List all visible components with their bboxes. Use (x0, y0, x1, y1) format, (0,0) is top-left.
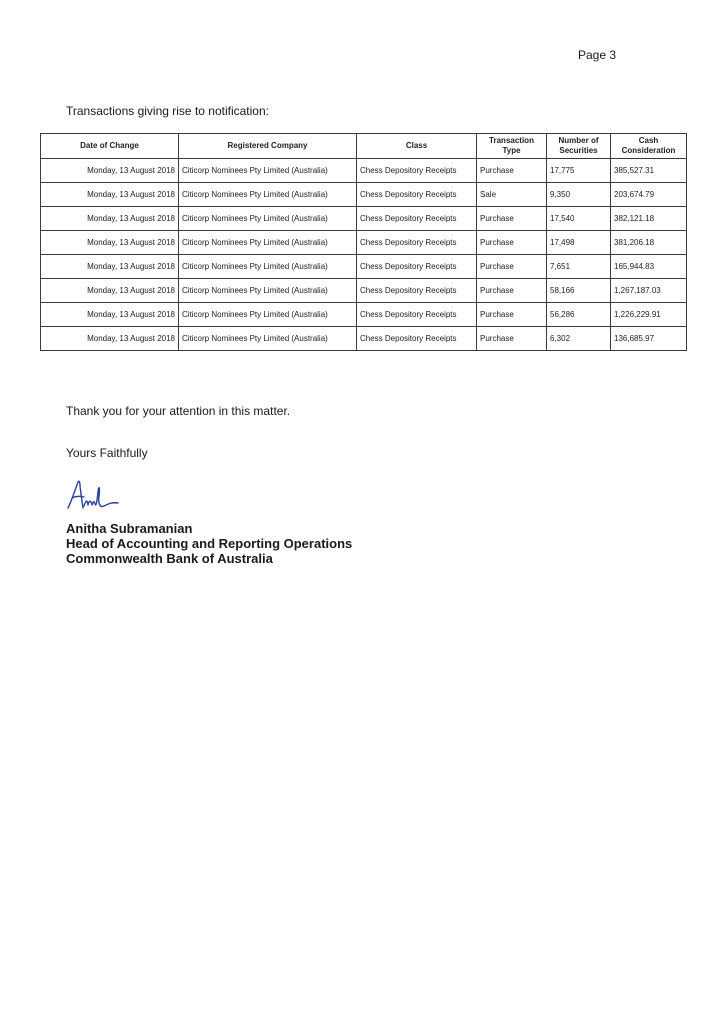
cell-date: Monday, 13 August 2018 (41, 207, 179, 231)
header-registered-company: Registered Company (179, 134, 357, 159)
cell-class: Chess Depository Receipts (357, 279, 477, 303)
thanks-text: Thank you for your attention in this matter. (66, 404, 291, 418)
closing-text: Yours Faithfully (66, 446, 148, 460)
cell-type: Purchase (477, 231, 547, 255)
table-row (41, 303, 687, 327)
signatory-name: Anitha Subramanian (66, 521, 193, 536)
cell-company: Citicorp Nominees Pty Limited (Australia) (179, 279, 357, 303)
cell-date: Monday, 13 August 2018 (41, 255, 179, 279)
cell-company: Citicorp Nominees Pty Limited (Australia) (179, 255, 357, 279)
cell-class: Chess Depository Receipts (357, 159, 477, 183)
cell-type: Purchase (477, 327, 547, 351)
signatory-organisation: Commonwealth Bank of Australia (66, 551, 273, 566)
cell-cash: 385,527.31 (611, 159, 687, 183)
header-cash-consideration: Cash Consideration (611, 134, 687, 159)
cell-date: Monday, 13 August 2018 (41, 159, 179, 183)
intro-text: Transactions giving rise to notification: (66, 104, 269, 118)
cell-class: Chess Depository Receipts (357, 207, 477, 231)
cell-securities: 17,498 (547, 231, 611, 255)
header-class: Class (357, 134, 477, 159)
table-row (41, 279, 687, 303)
cell-securities: 56,286 (547, 303, 611, 327)
cell-company: Citicorp Nominees Pty Limited (Australia) (179, 303, 357, 327)
cell-type: Purchase (477, 159, 547, 183)
table-row (41, 207, 687, 231)
table-row (41, 159, 687, 183)
cell-class: Chess Depository Receipts (357, 327, 477, 351)
cell-securities: 17,775 (547, 159, 611, 183)
cell-cash: 203,674.79 (611, 183, 687, 207)
cell-type: Purchase (477, 207, 547, 231)
table-row (41, 255, 687, 279)
cell-cash: 382,121.18 (611, 207, 687, 231)
header-date-of-change: Date of Change (41, 134, 179, 159)
cell-date: Monday, 13 August 2018 (41, 183, 179, 207)
cell-type: Sale (477, 183, 547, 207)
cell-class: Chess Depository Receipts (357, 183, 477, 207)
table-row (41, 183, 687, 207)
table-row (41, 327, 687, 351)
cell-cash: 1,267,187.03 (611, 279, 687, 303)
cell-class: Chess Depository Receipts (357, 255, 477, 279)
cell-class: Chess Depository Receipts (357, 231, 477, 255)
cell-securities: 7,651 (547, 255, 611, 279)
signatory-block (66, 521, 352, 566)
cell-date: Monday, 13 August 2018 (41, 279, 179, 303)
cell-company: Citicorp Nominees Pty Limited (Australia) (179, 159, 357, 183)
cell-securities: 6,302 (547, 327, 611, 351)
cell-cash: 165,944.83 (611, 255, 687, 279)
table-header-row (41, 134, 687, 159)
cell-type: Purchase (477, 279, 547, 303)
cell-date: Monday, 13 August 2018 (41, 231, 179, 255)
cell-securities: 9,350 (547, 183, 611, 207)
table-row (41, 231, 687, 255)
signatory-title: Head of Accounting and Reporting Operations (66, 536, 353, 551)
cell-company: Citicorp Nominees Pty Limited (Australia) (179, 207, 357, 231)
cell-securities: 17,540 (547, 207, 611, 231)
cell-cash: 381,206.18 (611, 231, 687, 255)
cell-cash: 136,685.97 (611, 327, 687, 351)
cell-type: Purchase (477, 303, 547, 327)
header-number-of-securities: Number of Securities (547, 134, 611, 159)
cell-class: Chess Depository Receipts (357, 303, 477, 327)
header-transaction-type: Transaction Type (477, 134, 547, 159)
cell-date: Monday, 13 August 2018 (41, 327, 179, 351)
cell-company: Citicorp Nominees Pty Limited (Australia) (179, 231, 357, 255)
transactions-table (40, 133, 687, 351)
cell-date: Monday, 13 August 2018 (41, 303, 179, 327)
handwritten-signature-icon (66, 478, 136, 519)
cell-cash: 1,226,229.91 (611, 303, 687, 327)
cell-type: Purchase (477, 255, 547, 279)
cell-company: Citicorp Nominees Pty Limited (Australia) (179, 183, 357, 207)
cell-company: Citicorp Nominees Pty Limited (Australia) (179, 327, 357, 351)
page-number: Page 3 (578, 48, 617, 62)
cell-securities: 58,166 (547, 279, 611, 303)
